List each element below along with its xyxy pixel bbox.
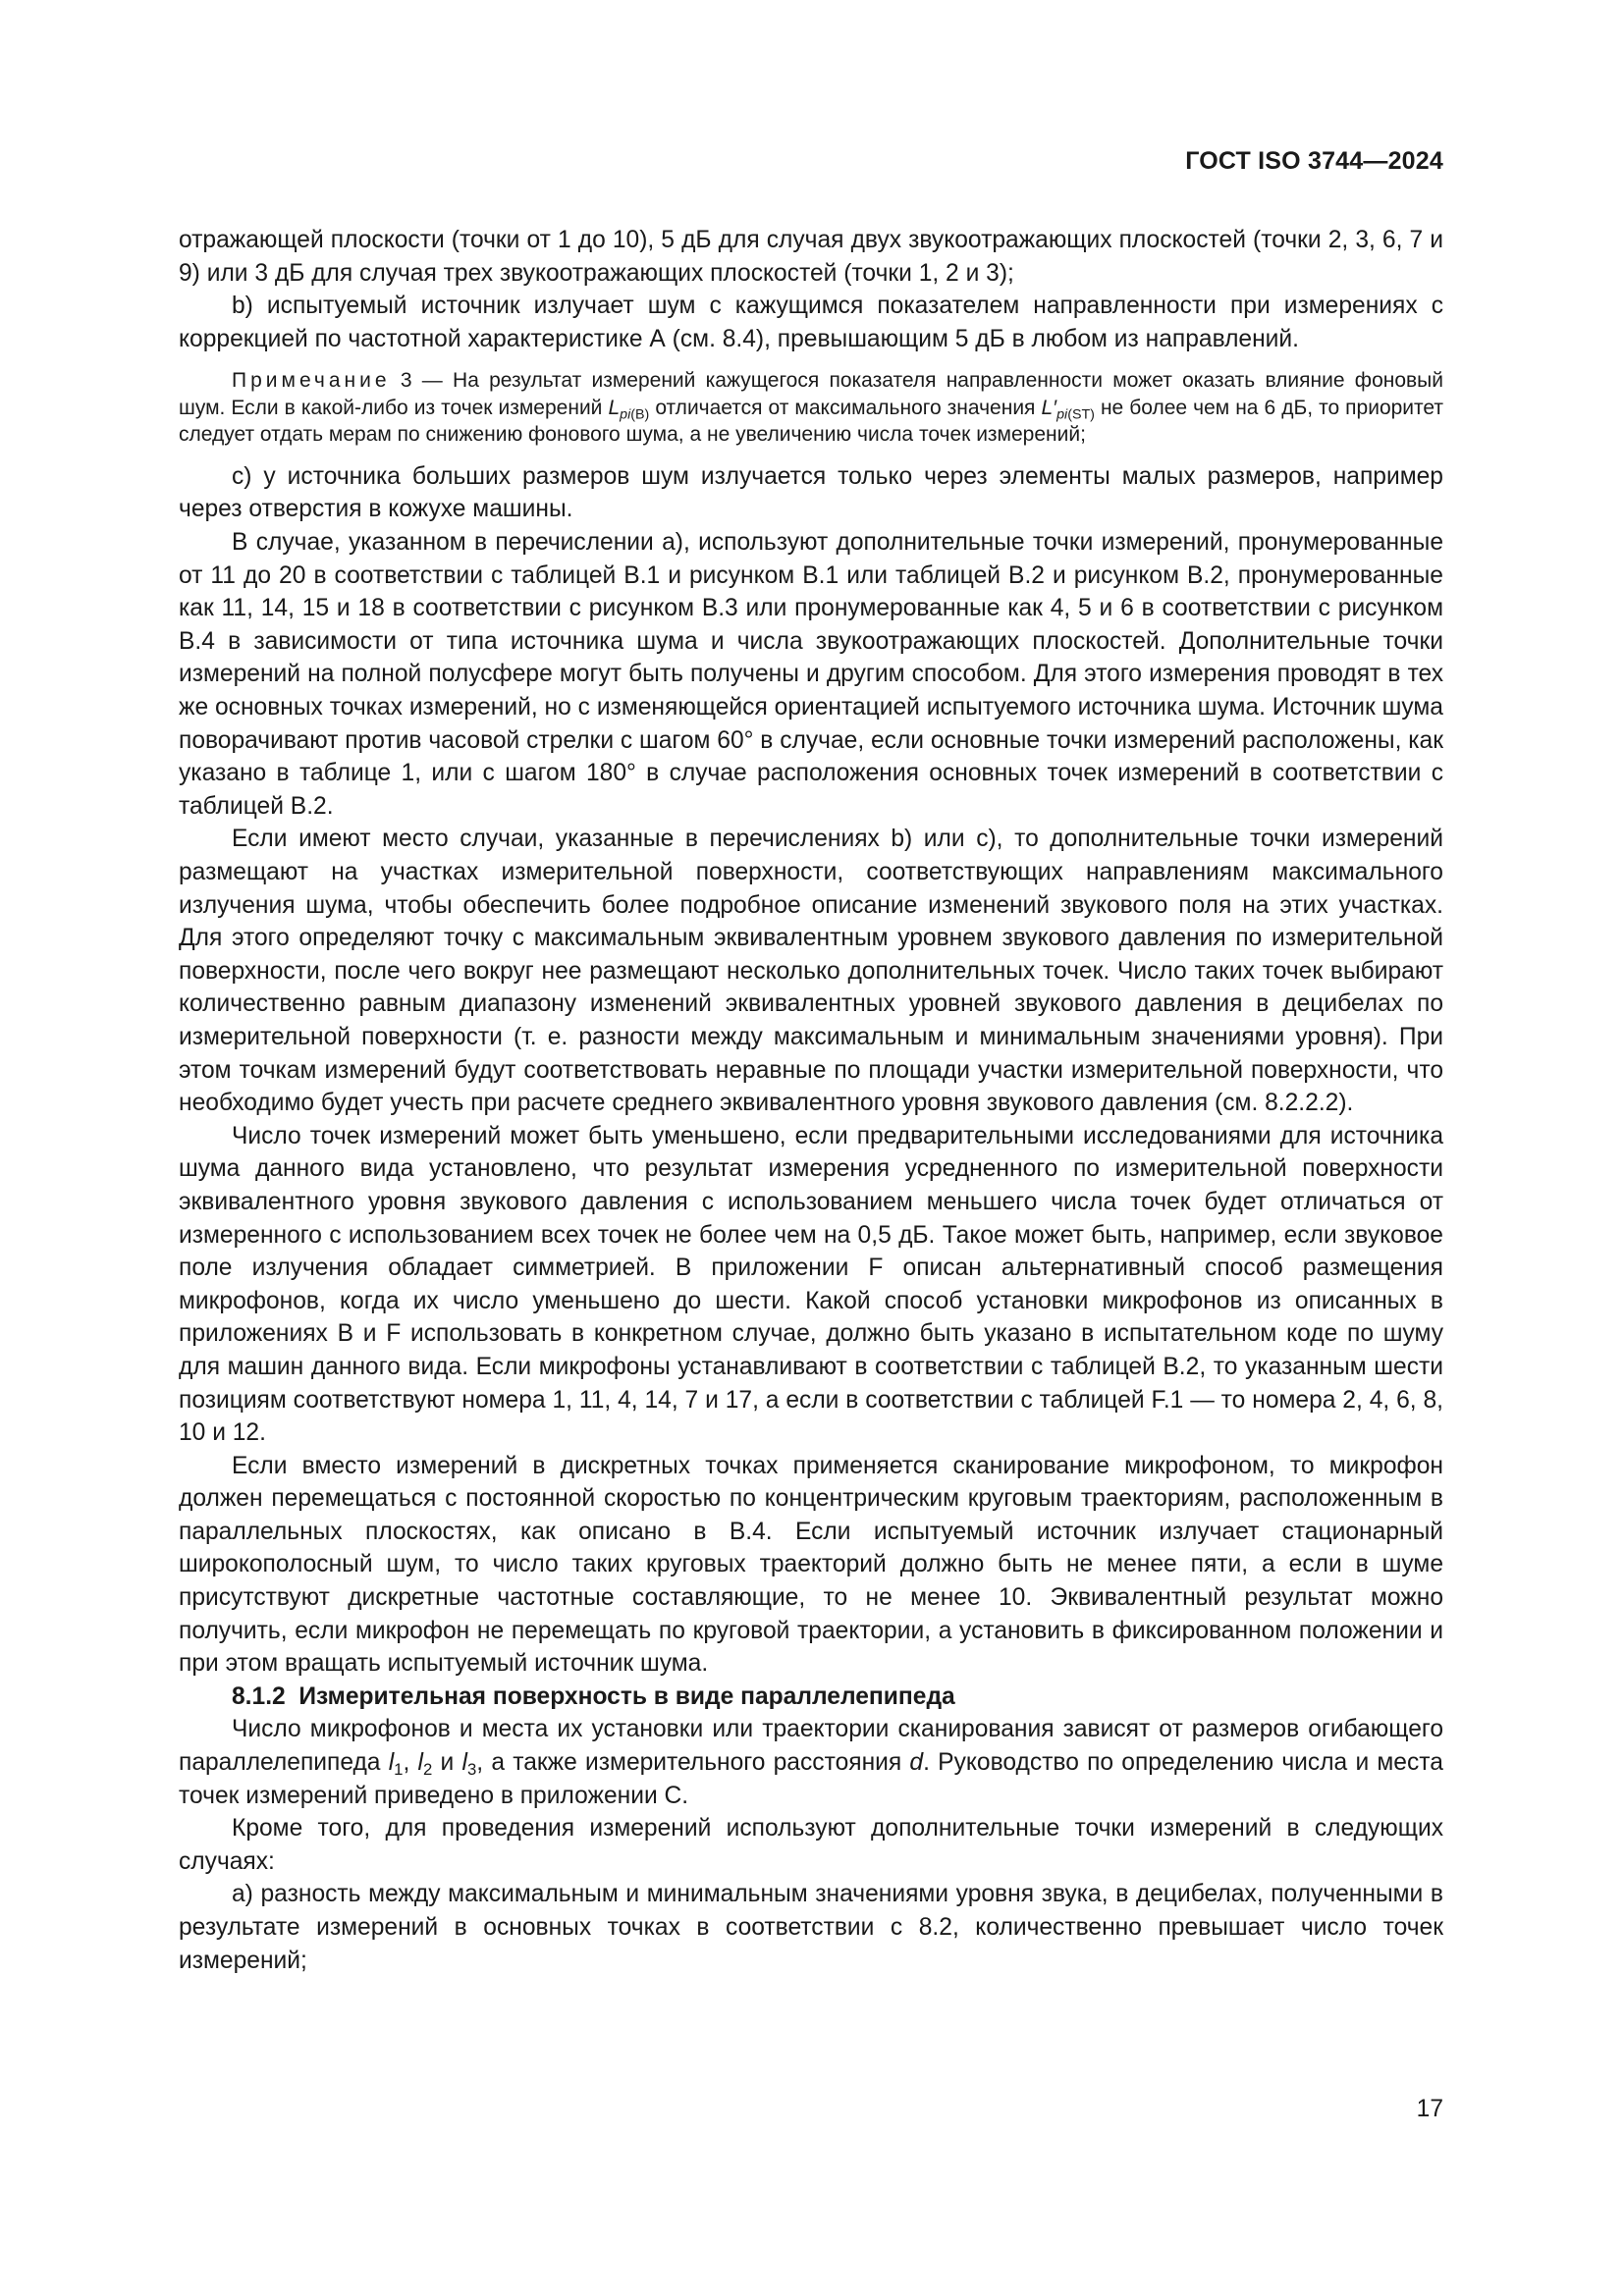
note-number: 3 — — [400, 369, 443, 393]
section-heading — [179, 1681, 1443, 1714]
paragraph-scanning: Если вместо измерений в дискретных точках применяется сканирование микрофоном, то микрофон должен перемещаться с постоянной скоростью по концентрическим круговым траекториям, расположенным в параллельных плоскостях, как описано в В.4. Если испытуемый источник излучает стационарный широкополосный шум, то число таких круговых траекторий должно быть не менее пяти, а если в шуме присутствуют дискретные частотные составляющие, то не менее 10. Эквивалентный результат можно получить, если микрофон не перемещать по круговой траектории, а установить в фиксированном положении и при этом вращать испытуемый источник шума. — [179, 1452, 1443, 1678]
paragraph-additional-cases: Кроме того, для проведения измерений используют дополнительные точки измерений в следующих случаях: — [179, 1815, 1443, 1875]
list-item-c: c) у источника больших размеров шум излучается только через элементы малых размеров, например через отверстия в кожухе машины. — [179, 462, 1443, 523]
note-label: Примечание — [232, 369, 391, 393]
page-number: 17 — [1416, 2096, 1443, 2122]
list-item-b: b) испытуемый источник излучает шум с кажущимся показателем направленности при измерениях с коррекцией по частотной характеристике А (см. 8.4), превышающим 5 дБ в любом из направлений. — [179, 293, 1443, 352]
note-text-3: не более чем на 6 дБ, то приоритет следует отдать мерам по снижению фонового шума, а не увеличению числа точек измерений; — [179, 396, 1444, 447]
note-text-2: отличается от максимального значения — [655, 396, 1036, 419]
document-header: ГОСТ ISO 3744—2024 — [1185, 147, 1443, 175]
page-content — [179, 224, 1443, 1977]
list-item-a: а) разность между максимальным и минимальным значениями уровня звука, в децибелах, полученными в результате измерений в основных точках в соответствии с 8.2, количественно превышает число точек измерений; — [179, 1881, 1443, 1974]
note-3 — [179, 367, 1443, 449]
paragraph-parallelepiped: Число микрофонов и места их установки или траектории сканирования зависят от размеров огибающего параллелепипеда $l_1$, $l_2$ и $l_3$, а также измерительного расстояния d. Руководство по определению числа и места точек измерений приведено в приложении С. — [179, 1716, 1443, 1809]
section-number: 8.1.2 — [232, 1682, 286, 1710]
paragraph-additional-points: В случае, указанном в перечислении а), используют дополнительные точки измерений, пронумерованные от 11 до 20 в соответствии с таблицей В.1 и рисунком В.1 или таблицей В.2 и рисунком В.2, пронумерованные как 11, 14, 15 и 18 в соответствии с рисунком В.3 или пронумерованные как 4, 5 и 6 в соответствии с рисунком В.4 в зависимости от типа источника шума и числа звукоотражающих плоскостей. Дополнительные точки измерений на полной полусфере могут быть получены и другим способом. Для этого измерения проводят в тех же основных точках измерений, но с изменяющейся ориентацией испытуемого источника шума. Источник шума поворачивают против часовой стрелки с шагом 60° в случае, если основные точки измерений расположены, как указано в таблице 1, или с шагом 180° в случае расположения основных точек измерений в соответствии с таблицей В.2. — [179, 529, 1443, 820]
note-text-1: На результат измерений кажущегося показателя направленности может оказать влияние фоновый шум. Если в какой-либо из точек измерений — [179, 369, 1444, 419]
paragraph-reduce-points: Число точек измерений может быть уменьшено, если предварительными исследованиями для источника шума данного вида установлено, что результат измерения усредненного по измерительной поверхности эквивалентного уровня звукового давления с использованием меньшего числа точек будет отличаться от измеренного с использованием всех точек не более чем на 0,5 дБ. Такое может быть, например, если звуковое поле излучения обладает симметрией. В приложении F описан альтернативный способ размещения микрофонов, когда их число уменьшено до шести. Какой способ установки микрофонов из описанных в приложениях В и F использовать в конкретном случае, должно быть указано в испытательном коде по шуму для машин данного вида. Если микрофоны устанавливают в соответствии с таблицей В.2, то указанным шести позициям соответствуют номера 1, 11, 4, 14, 7 и 17, а если в соответствии с таблицей F.1 — то номера 2, 4, 6, 8, 10 и 12. — [179, 1122, 1443, 1447]
section-title: Измерительная поверхность в виде параллелепипеда — [298, 1682, 955, 1710]
symbol-lpi-b: $L_{pi(B)}$ — [608, 396, 650, 423]
paragraph-cases-b-c: Если имеют место случаи, указанные в перечислениях b) или с), то дополнительные точки измерений размещают на участках измерительной поверхности, соответствующих направлениям максимального излучения шума, чтобы обеспечить более подробное описание изменений звукового поля на этих участках. Для этого определяют точку с максимальным эквивалентным уровнем звукового давления по измерительной поверхности, после чего вокруг нее размещают несколько дополнительных точек. Число таких точек выбирают количественно равным диапазону изменений эквивалентных уровней звукового давления в децибелах по измерительной поверхности (т. е. разности между максимальным и минимальным значениями уровня). При этом точкам измерений будут соответствовать неравные по площади участки измерительной поверхности, что необходимо будет учесть при расчете среднего эквивалентного уровня звукового давления (см. 8.2.2.2). — [179, 826, 1443, 1117]
symbol-lpi-st: $L'_{pi(ST)}$ — [1041, 396, 1095, 423]
paragraph-continuation: отражающей плоскости (точки от 1 до 10), 5 дБ для случая двух звукоотражающих плоскостей (точки 2, 3, 6, 7 и 9) или 3 дБ для случая трех звукоотражающих плоскостей (точки 1, 2 и 3); — [179, 227, 1443, 287]
